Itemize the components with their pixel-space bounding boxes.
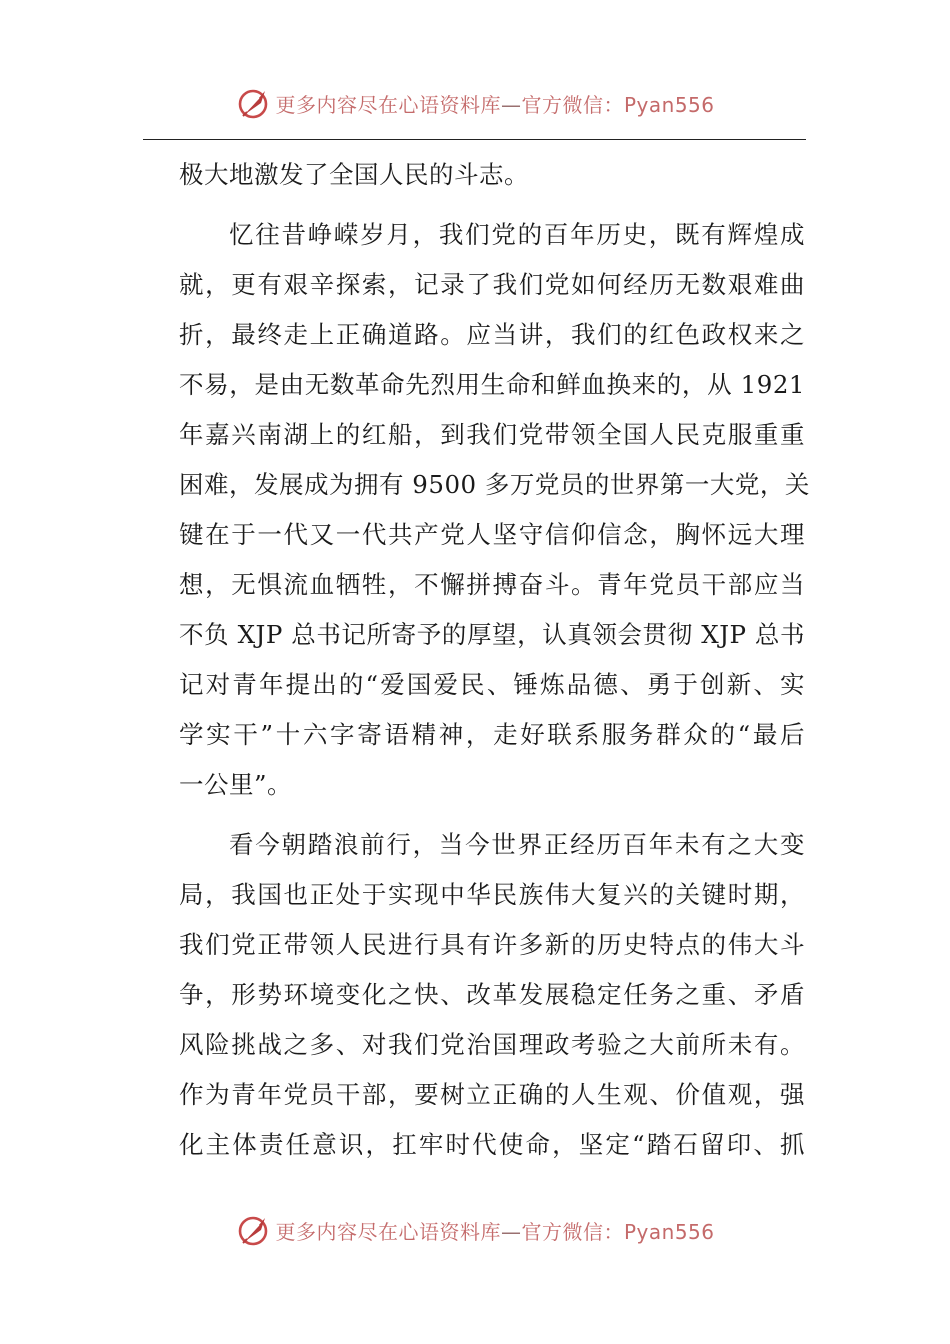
footer-site-name: 更多内容尽在心语资料库 xyxy=(275,1219,501,1244)
text-line: 局，我国也正处于实现中华民族伟大复兴的关键时期， xyxy=(179,880,805,909)
text-line: 折，最终走上正确道路。应当讲，我们的红色政权来之 xyxy=(179,320,805,349)
paragraph-3 xyxy=(179,820,805,1170)
text-line: 年嘉兴南湖上的红船，到我们党带领全国人民克服重重 xyxy=(179,420,805,449)
footer-banner xyxy=(0,1210,950,1250)
footer-banner-text xyxy=(275,1216,714,1245)
quill-logo-icon xyxy=(235,85,271,121)
header-banner xyxy=(0,83,950,123)
text-line: 极大地激发了全国人民的斗志。 xyxy=(179,160,529,189)
text-line: 记对青年提出的“爱国爱民、锤炼品德、勇于创新、实 xyxy=(179,670,805,699)
text-line: 化主体责任意识，扛牢时代使命，坚定“踏石留印、抓 xyxy=(179,1130,805,1159)
text-line: 不负 XJP 总书记所寄予的厚望，认真领会贯彻 XJP 总书 xyxy=(179,620,805,649)
text-line: 键在于一代又一代共产党人坚守信仰信念，胸怀远大理 xyxy=(179,520,805,549)
text-line: 困难，发展成为拥有 9500 多万党员的世界第一大党，关 xyxy=(179,470,810,499)
header-divider xyxy=(143,139,806,140)
text-line: 我们党正带领人民进行具有许多新的历史特点的伟大斗 xyxy=(179,930,805,959)
text-line: 作为青年党员干部，要树立正确的人生观、价值观，强 xyxy=(179,1080,805,1109)
quill-logo-icon xyxy=(235,1212,271,1248)
text-line: 争，形势环境变化之快、改革发展稳定任务之重、矛盾 xyxy=(179,980,805,1009)
footer-separator: — xyxy=(500,1219,522,1244)
paragraph-2 xyxy=(179,210,810,810)
header-separator: — xyxy=(500,92,522,117)
text-line: 就，更有艰辛探索，记录了我们党如何经历无数艰难曲 xyxy=(179,270,805,299)
paragraph-1 xyxy=(179,150,805,200)
header-site-name: 更多内容尽在心语资料库 xyxy=(275,92,501,117)
header-banner-text xyxy=(275,89,714,118)
text-line: 风险挑战之多、对我们党治国理政考验之大前所未有。 xyxy=(179,1030,805,1059)
text-line: 学实干”十六字寄语精神，走好联系服务群众的“最后 xyxy=(179,720,805,749)
text-line: 看今朝踏浪前行，当今世界正经历百年未有之大变 xyxy=(229,830,805,859)
text-line: 不易，是由无数革命先烈用生命和鲜血换来的，从 1921 xyxy=(179,370,805,399)
header-wechat-id: Pyan556 xyxy=(623,92,715,117)
text-line: 一公里”。 xyxy=(179,770,293,799)
document-body xyxy=(179,150,810,1170)
footer-wechat-id: Pyan556 xyxy=(623,1219,715,1244)
text-line: 想，无惧流血牺牲，不懈拼搏奋斗。青年党员干部应当 xyxy=(179,570,805,599)
text-line: 忆往昔峥嵘岁月，我们党的百年历史，既有辉煌成 xyxy=(229,220,805,249)
header-wechat-label: 官方微信： xyxy=(521,92,624,117)
footer-wechat-label: 官方微信： xyxy=(521,1219,624,1244)
